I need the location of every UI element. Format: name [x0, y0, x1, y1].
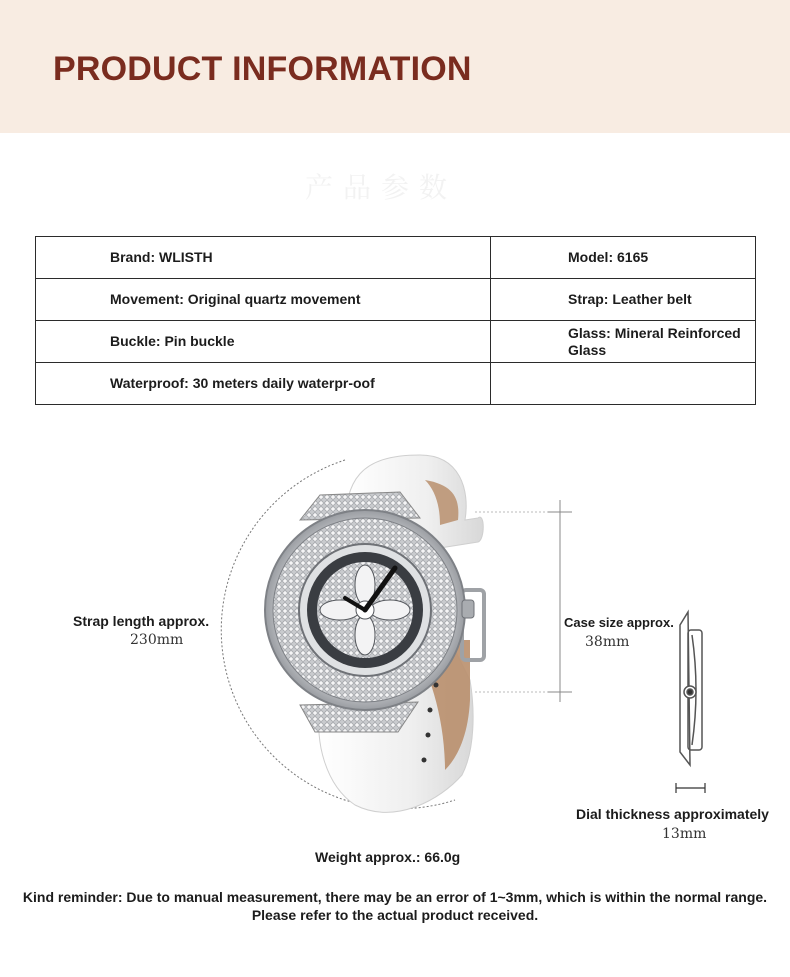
- spec-movement: Movement: Original quartz movement: [36, 279, 491, 321]
- reminder-line-2: Please refer to the actual product received.: [251, 907, 539, 923]
- dial-thickness-label: Dial thickness approximately: [576, 806, 769, 822]
- spec-model: Model: 6165: [491, 237, 756, 279]
- spec-brand: Brand: WLISTH: [36, 237, 491, 279]
- spec-empty-cell: [491, 363, 756, 405]
- dial-thickness-value: 13mm: [662, 826, 707, 842]
- side-profile: [680, 612, 702, 765]
- strap-length-label: Strap length approx.: [73, 613, 210, 629]
- spec-glass: Glass: Mineral Reinforced Glass: [491, 321, 756, 363]
- chinese-subtitle: 产品参数: [305, 171, 458, 204]
- spec-buckle: Buckle: Pin buckle: [36, 321, 491, 363]
- case-size-label: Case size approx.: [564, 615, 674, 630]
- spec-waterproof: Waterproof: 30 meters daily waterpr-oof: [36, 363, 491, 405]
- crown: [462, 600, 474, 618]
- case-size-value: 38mm: [585, 634, 630, 650]
- strap-length-value: 230mm: [130, 632, 184, 648]
- weight-label: Weight approx.: 66.0g: [315, 849, 461, 865]
- table-row: [36, 279, 756, 321]
- spec-table: [35, 236, 756, 405]
- reminder-line-1: Kind reminder: Due to manual measurement, there may be an error of 1~3mm, which is within the normal range.: [22, 889, 768, 905]
- kind-reminder: [0, 888, 790, 924]
- table-row: [36, 363, 756, 405]
- page-title: PRODUCT INFORMATION: [53, 50, 472, 88]
- table-row: [36, 237, 756, 279]
- spec-strap: Strap: Leather belt: [491, 279, 756, 321]
- table-row: [36, 321, 756, 363]
